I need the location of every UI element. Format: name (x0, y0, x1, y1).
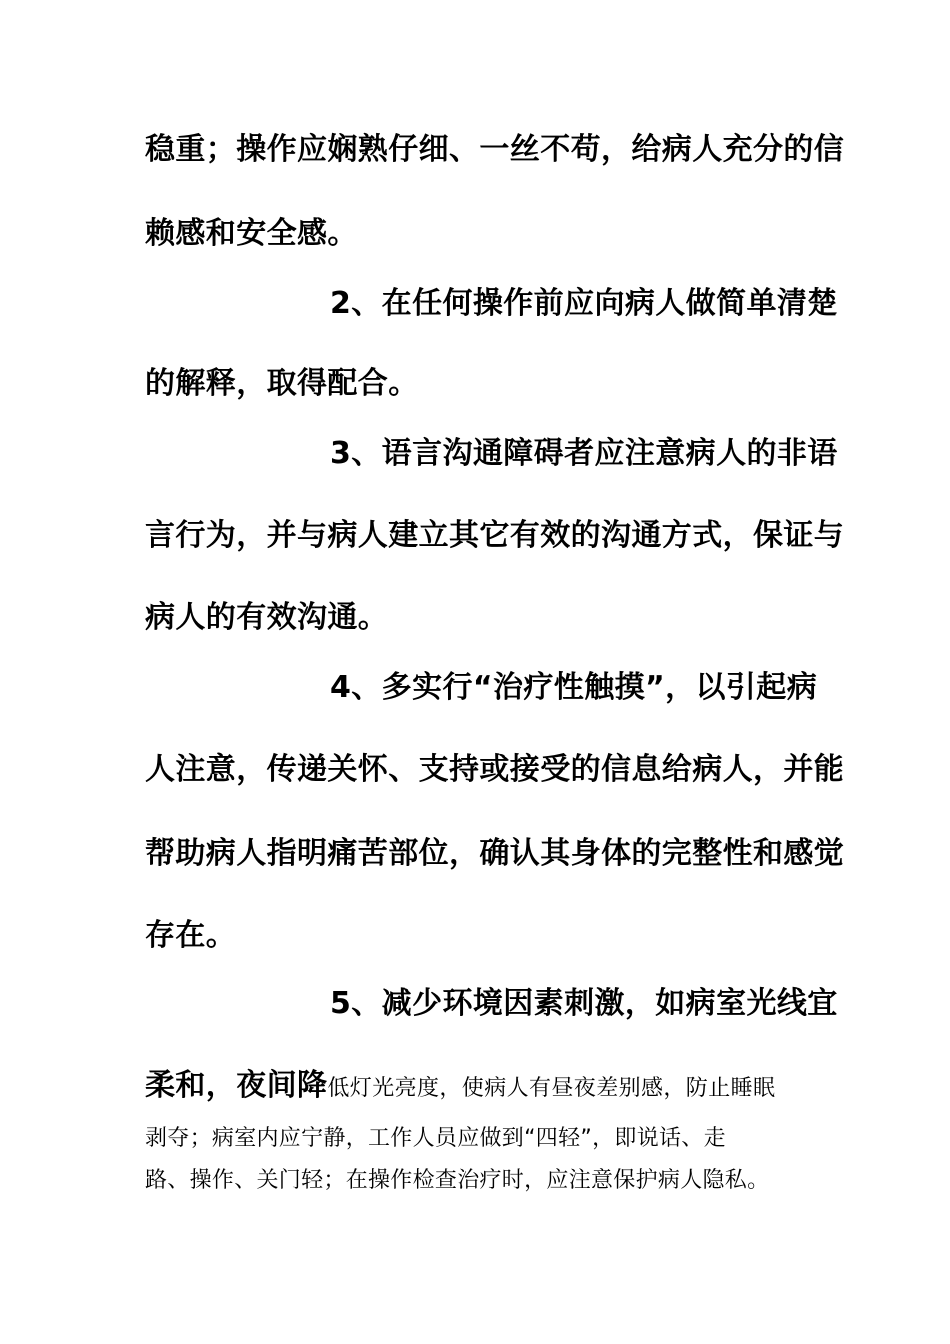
item-3-line-2: 言行为，并与病人建立其它有效的沟通方式，保证与 (145, 518, 845, 553)
item-4-line-2: 人注意，传递关怀、支持或接受的信息给病人，并能 (145, 752, 845, 787)
item-5-line-2 (145, 1068, 810, 1107)
item-5-bold-text: 柔和，夜间降 (145, 1068, 328, 1103)
item-5-line-4: 路、操作、关门轻；在操作检查治疗时，应注意保护病人隐私。 (145, 1168, 770, 1193)
paragraph-line-2: 赖感和安全感。 (145, 216, 358, 251)
item-5-line-3: 剥夺；病室内应宁静，工作人员应做到“四轻”，即说话、走 (145, 1126, 726, 1151)
item-3-line-1: 3、语言沟通障碍者应注意病人的非语 (330, 436, 838, 471)
item-5-normal-text: 低灯光亮度，使病人有昼夜差别感，防止睡眠 (327, 1076, 776, 1101)
item-2-line-2: 的解释，取得配合。 (145, 366, 419, 401)
paragraph-line-1: 稳重；操作应娴熟仔细、一丝不苟，给病人充分的信 (145, 132, 845, 167)
item-3-line-3: 病人的有效沟通。 (145, 600, 389, 635)
item-4-line-3: 帮助病人指明痛苦部位，确认其身体的完整性和感觉 (145, 836, 845, 871)
item-4-line-4: 存在。 (145, 918, 237, 953)
item-5-line-1: 5、减少环境因素刺激，如病室光线宜 (330, 986, 838, 1021)
item-4-line-1: 4、多实行“治疗性触摸”，以引起病 (330, 670, 818, 705)
item-2-line-1: 2、在任何操作前应向病人做简单清楚 (330, 286, 838, 321)
